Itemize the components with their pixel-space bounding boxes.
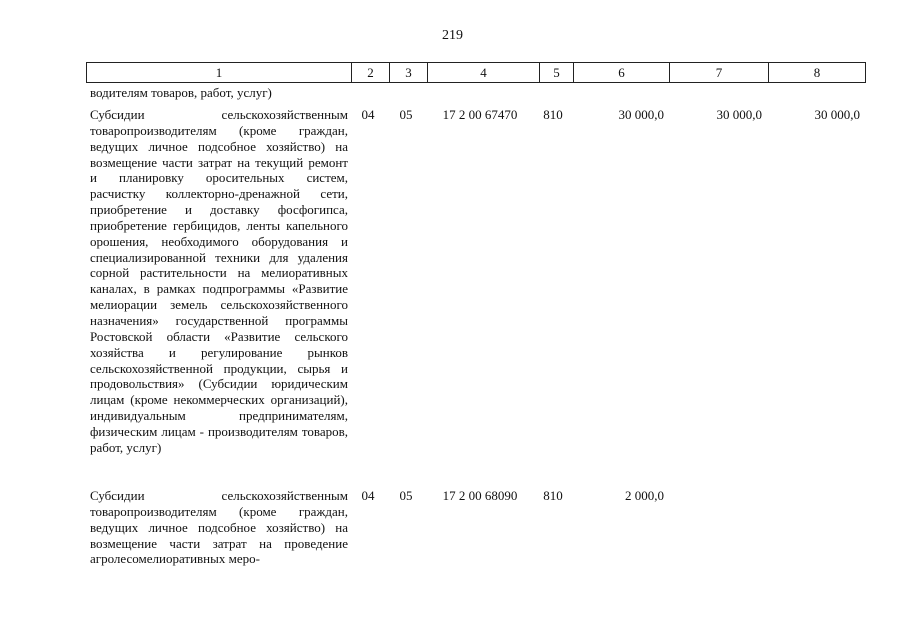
row-amount-6: 2 000,0 [625,488,664,503]
header-col-7: 7 [669,63,768,82]
header-col-2: 2 [351,63,389,82]
row-expense-type: 810 [543,107,563,122]
row-amount-8: 30 000,0 [814,107,860,122]
row-target-article: 17 2 00 68090 [442,488,518,503]
row-amount-7: 30 000,0 [716,107,762,122]
row-amount-6: 30 000,0 [618,107,664,122]
page-number: 219 [442,28,463,43]
table-header [86,62,866,83]
header-col-3: 3 [389,63,427,82]
header-col-6: 6 [573,63,669,82]
continuation-text: водителям товаров, работ, услуг) [90,85,272,100]
header-col-4: 4 [427,63,539,82]
row-subsection: 05 [399,488,413,503]
row-section: 04 [361,107,375,122]
row-subsection: 05 [399,107,413,122]
row-expense-type: 810 [543,488,563,503]
row-description: Субсидии сельскохозяйственным товаропроизводителям (кроме граждан, ведущих личное подсобное хозяйство) на возмещение части затрат на текущий ремонт и планировку оросительных систем, расчистку коллекторно-дренажной сети, приобретение и доставку фосфогипса, приобретение гербицидов, ленты капельного орошения, необходимого оборудования и специализированной техники для удаления сорной растительности на мелиоративных каналах, в рамках подпрограммы «Развитие мелиорации земель сельскохозяйственного назначения» государственной программы Ростовской области «Развитие сельского хозяйства и регулирование рынков сельскохозяйственной продукции, сырья и продовольствия» (Субсидии юридическим лицам (кроме некоммерческих организаций), индивидуальным предпринимателям, физическим лицам - производителям товаров, работ, услуг) [90,107,348,455]
row-target-article: 17 2 00 67470 [442,107,518,122]
header-col-1: 1 [215,65,223,80]
header-col-8: 8 [768,63,865,82]
header-col-5: 5 [539,63,573,82]
row-section: 04 [361,488,375,503]
row-description: Субсидии сельскохозяйственным товаропроизводителям (кроме граждан, ведущих личное подсобное хозяйство) на возмещение части затрат на проведение агролесомелиоративных меро- [90,488,348,567]
